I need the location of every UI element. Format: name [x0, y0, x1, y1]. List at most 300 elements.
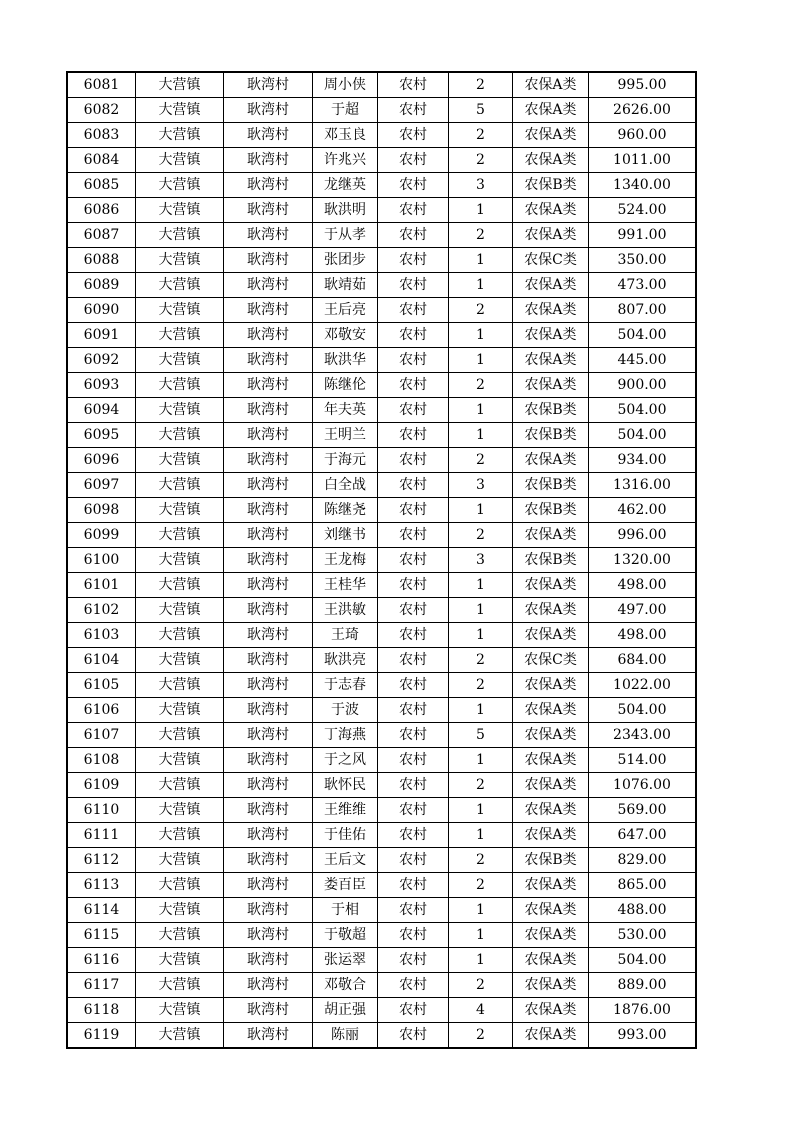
cell-village: 耿湾村 — [224, 323, 313, 348]
cell-amount: 996.00 — [589, 523, 697, 548]
cell-serial-number: 6081 — [67, 72, 136, 98]
cell-insurance-category: 农保A类 — [513, 623, 589, 648]
cell-town: 大营镇 — [136, 273, 224, 298]
cell-village: 耿湾村 — [224, 773, 313, 798]
cell-village: 耿湾村 — [224, 523, 313, 548]
cell-serial-number: 6116 — [67, 948, 136, 973]
table-row — [67, 323, 696, 348]
cell-village: 耿湾村 — [224, 398, 313, 423]
cell-serial-number: 6109 — [67, 773, 136, 798]
cell-person-name: 耿洪明 — [313, 198, 378, 223]
cell-village: 耿湾村 — [224, 948, 313, 973]
table-row — [67, 923, 696, 948]
table-row — [67, 448, 696, 473]
cell-person-name: 王龙梅 — [313, 548, 378, 573]
cell-town: 大营镇 — [136, 973, 224, 998]
cell-serial-number: 6111 — [67, 823, 136, 848]
cell-residence-type: 农村 — [378, 473, 449, 498]
table-row — [67, 848, 696, 873]
cell-amount: 488.00 — [589, 898, 697, 923]
cell-amount: 900.00 — [589, 373, 697, 398]
cell-town: 大营镇 — [136, 573, 224, 598]
cell-person-name: 龙继英 — [313, 173, 378, 198]
cell-serial-number: 6086 — [67, 198, 136, 223]
cell-village: 耿湾村 — [224, 198, 313, 223]
cell-village: 耿湾村 — [224, 498, 313, 523]
cell-residence-type: 农村 — [378, 598, 449, 623]
cell-insurance-category: 农保A类 — [513, 998, 589, 1023]
cell-village: 耿湾村 — [224, 173, 313, 198]
cell-insurance-category: 农保B类 — [513, 398, 589, 423]
cell-person-name: 于敬超 — [313, 923, 378, 948]
cell-town: 大营镇 — [136, 848, 224, 873]
cell-insurance-category: 农保A类 — [513, 72, 589, 98]
cell-person-count: 3 — [449, 473, 513, 498]
cell-town: 大营镇 — [136, 523, 224, 548]
cell-village: 耿湾村 — [224, 898, 313, 923]
cell-insurance-category: 农保A类 — [513, 598, 589, 623]
cell-person-name: 年夫英 — [313, 398, 378, 423]
table-row — [67, 248, 696, 273]
cell-person-count: 1 — [449, 398, 513, 423]
cell-insurance-category: 农保A类 — [513, 323, 589, 348]
cell-person-count: 1 — [449, 623, 513, 648]
cell-person-count: 2 — [449, 523, 513, 548]
cell-serial-number: 6119 — [67, 1023, 136, 1049]
cell-town: 大营镇 — [136, 173, 224, 198]
cell-person-name: 王明兰 — [313, 423, 378, 448]
cell-village: 耿湾村 — [224, 798, 313, 823]
cell-person-name: 许兆兴 — [313, 148, 378, 173]
table-row — [67, 623, 696, 648]
cell-person-name: 耿靖茹 — [313, 273, 378, 298]
cell-town: 大营镇 — [136, 823, 224, 848]
cell-residence-type: 农村 — [378, 773, 449, 798]
cell-residence-type: 农村 — [378, 923, 449, 948]
cell-residence-type: 农村 — [378, 1023, 449, 1049]
cell-town: 大营镇 — [136, 873, 224, 898]
cell-residence-type: 农村 — [378, 448, 449, 473]
cell-residence-type: 农村 — [378, 673, 449, 698]
cell-town: 大营镇 — [136, 698, 224, 723]
cell-town: 大营镇 — [136, 223, 224, 248]
cell-person-name: 王桂华 — [313, 573, 378, 598]
cell-amount: 2343.00 — [589, 723, 697, 748]
cell-serial-number: 6099 — [67, 523, 136, 548]
table-row — [67, 873, 696, 898]
cell-person-count: 2 — [449, 873, 513, 898]
cell-amount: 530.00 — [589, 923, 697, 948]
cell-person-count: 3 — [449, 173, 513, 198]
cell-serial-number: 6093 — [67, 373, 136, 398]
cell-person-count: 1 — [449, 823, 513, 848]
cell-person-name: 王维维 — [313, 798, 378, 823]
cell-village: 耿湾村 — [224, 823, 313, 848]
table-row — [67, 373, 696, 398]
cell-amount: 462.00 — [589, 498, 697, 523]
cell-serial-number: 6113 — [67, 873, 136, 898]
cell-village: 耿湾村 — [224, 923, 313, 948]
cell-amount: 995.00 — [589, 72, 697, 98]
cell-serial-number: 6112 — [67, 848, 136, 873]
table-row — [67, 773, 696, 798]
cell-residence-type: 农村 — [378, 72, 449, 98]
cell-amount: 524.00 — [589, 198, 697, 223]
cell-town: 大营镇 — [136, 498, 224, 523]
cell-person-name: 王后文 — [313, 848, 378, 873]
cell-insurance-category: 农保A类 — [513, 298, 589, 323]
cell-person-name: 于相 — [313, 898, 378, 923]
cell-serial-number: 6100 — [67, 548, 136, 573]
cell-person-count: 1 — [449, 348, 513, 373]
table-row — [67, 98, 696, 123]
cell-serial-number: 6107 — [67, 723, 136, 748]
cell-town: 大营镇 — [136, 298, 224, 323]
cell-insurance-category: 农保A类 — [513, 723, 589, 748]
cell-residence-type: 农村 — [378, 623, 449, 648]
table-row — [67, 498, 696, 523]
table-row — [67, 123, 696, 148]
cell-town: 大营镇 — [136, 898, 224, 923]
cell-village: 耿湾村 — [224, 698, 313, 723]
cell-person-count: 1 — [449, 423, 513, 448]
cell-residence-type: 农村 — [378, 223, 449, 248]
cell-village: 耿湾村 — [224, 548, 313, 573]
table-row — [67, 548, 696, 573]
cell-serial-number: 6083 — [67, 123, 136, 148]
cell-amount: 504.00 — [589, 423, 697, 448]
cell-town: 大营镇 — [136, 323, 224, 348]
cell-residence-type: 农村 — [378, 798, 449, 823]
table-row — [67, 223, 696, 248]
cell-serial-number: 6098 — [67, 498, 136, 523]
cell-insurance-category: 农保A类 — [513, 948, 589, 973]
table-row — [67, 398, 696, 423]
cell-town: 大营镇 — [136, 923, 224, 948]
cell-person-name: 陈丽 — [313, 1023, 378, 1049]
cell-person-name: 刘继书 — [313, 523, 378, 548]
cell-village: 耿湾村 — [224, 848, 313, 873]
cell-village: 耿湾村 — [224, 598, 313, 623]
cell-residence-type: 农村 — [378, 523, 449, 548]
cell-amount: 514.00 — [589, 748, 697, 773]
cell-person-count: 1 — [449, 273, 513, 298]
cell-serial-number: 6104 — [67, 648, 136, 673]
cell-person-count: 2 — [449, 773, 513, 798]
cell-person-count: 1 — [449, 573, 513, 598]
cell-amount: 1022.00 — [589, 673, 697, 698]
cell-person-count: 1 — [449, 923, 513, 948]
cell-person-name: 王洪敏 — [313, 598, 378, 623]
cell-residence-type: 农村 — [378, 573, 449, 598]
cell-serial-number: 6084 — [67, 148, 136, 173]
cell-insurance-category: 农保A类 — [513, 198, 589, 223]
cell-town: 大营镇 — [136, 473, 224, 498]
cell-town: 大营镇 — [136, 448, 224, 473]
table-row — [67, 598, 696, 623]
cell-amount: 2626.00 — [589, 98, 697, 123]
cell-town: 大营镇 — [136, 998, 224, 1023]
cell-amount: 934.00 — [589, 448, 697, 473]
cell-person-name: 王琦 — [313, 623, 378, 648]
cell-village: 耿湾村 — [224, 973, 313, 998]
cell-insurance-category: 农保A类 — [513, 773, 589, 798]
cell-amount: 1316.00 — [589, 473, 697, 498]
cell-serial-number: 6103 — [67, 623, 136, 648]
cell-person-name: 于超 — [313, 98, 378, 123]
cell-person-count: 5 — [449, 723, 513, 748]
cell-town: 大营镇 — [136, 723, 224, 748]
cell-insurance-category: 农保C类 — [513, 248, 589, 273]
cell-person-count: 1 — [449, 248, 513, 273]
cell-village: 耿湾村 — [224, 673, 313, 698]
table-row — [67, 573, 696, 598]
cell-residence-type: 农村 — [378, 873, 449, 898]
cell-town: 大营镇 — [136, 748, 224, 773]
table-row — [67, 673, 696, 698]
cell-person-count: 2 — [449, 298, 513, 323]
cell-residence-type: 农村 — [378, 398, 449, 423]
cell-town: 大营镇 — [136, 123, 224, 148]
cell-town: 大营镇 — [136, 198, 224, 223]
cell-town: 大营镇 — [136, 598, 224, 623]
cell-insurance-category: 农保B类 — [513, 173, 589, 198]
table-row — [67, 973, 696, 998]
cell-serial-number: 6110 — [67, 798, 136, 823]
cell-person-name: 邓敬安 — [313, 323, 378, 348]
cell-residence-type: 农村 — [378, 648, 449, 673]
cell-amount: 807.00 — [589, 298, 697, 323]
cell-insurance-category: 农保A类 — [513, 448, 589, 473]
cell-residence-type: 农村 — [378, 298, 449, 323]
cell-person-name: 于之风 — [313, 748, 378, 773]
cell-insurance-category: 农保A类 — [513, 573, 589, 598]
cell-serial-number: 6091 — [67, 323, 136, 348]
cell-amount: 498.00 — [589, 623, 697, 648]
cell-serial-number: 6106 — [67, 698, 136, 723]
cell-person-name: 王后亮 — [313, 298, 378, 323]
table-body — [67, 72, 696, 1048]
cell-person-name: 丁海燕 — [313, 723, 378, 748]
table-row — [67, 998, 696, 1023]
cell-town: 大营镇 — [136, 348, 224, 373]
cell-person-count: 1 — [449, 598, 513, 623]
cell-insurance-category: 农保A类 — [513, 973, 589, 998]
cell-person-count: 2 — [449, 373, 513, 398]
cell-residence-type: 农村 — [378, 898, 449, 923]
cell-amount: 1320.00 — [589, 548, 697, 573]
cell-person-name: 于佳佑 — [313, 823, 378, 848]
cell-person-count: 2 — [449, 673, 513, 698]
cell-village: 耿湾村 — [224, 98, 313, 123]
cell-person-count: 2 — [449, 648, 513, 673]
cell-serial-number: 6095 — [67, 423, 136, 448]
cell-serial-number: 6118 — [67, 998, 136, 1023]
cell-amount: 1876.00 — [589, 998, 697, 1023]
cell-person-count: 2 — [449, 848, 513, 873]
cell-residence-type: 农村 — [378, 173, 449, 198]
cell-person-count: 1 — [449, 948, 513, 973]
cell-village: 耿湾村 — [224, 623, 313, 648]
cell-insurance-category: 农保A类 — [513, 123, 589, 148]
cell-serial-number: 6115 — [67, 923, 136, 948]
cell-serial-number: 6097 — [67, 473, 136, 498]
cell-insurance-category: 农保B类 — [513, 473, 589, 498]
cell-amount: 1076.00 — [589, 773, 697, 798]
cell-serial-number: 6094 — [67, 398, 136, 423]
cell-person-name: 陈继伦 — [313, 373, 378, 398]
cell-town: 大营镇 — [136, 423, 224, 448]
cell-residence-type: 农村 — [378, 948, 449, 973]
cell-serial-number: 6096 — [67, 448, 136, 473]
cell-person-name: 周小侠 — [313, 72, 378, 98]
cell-person-count: 2 — [449, 148, 513, 173]
cell-village: 耿湾村 — [224, 148, 313, 173]
cell-village: 耿湾村 — [224, 72, 313, 98]
cell-residence-type: 农村 — [378, 548, 449, 573]
cell-village: 耿湾村 — [224, 248, 313, 273]
cell-person-count: 5 — [449, 98, 513, 123]
cell-village: 耿湾村 — [224, 748, 313, 773]
cell-serial-number: 6101 — [67, 573, 136, 598]
cell-serial-number: 6085 — [67, 173, 136, 198]
cell-insurance-category: 农保C类 — [513, 648, 589, 673]
cell-insurance-category: 农保A类 — [513, 273, 589, 298]
cell-insurance-category: 农保A类 — [513, 348, 589, 373]
cell-amount: 569.00 — [589, 798, 697, 823]
cell-residence-type: 农村 — [378, 998, 449, 1023]
table-row — [67, 798, 696, 823]
cell-amount: 504.00 — [589, 698, 697, 723]
cell-residence-type: 农村 — [378, 348, 449, 373]
cell-town: 大营镇 — [136, 798, 224, 823]
cell-residence-type: 农村 — [378, 498, 449, 523]
cell-village: 耿湾村 — [224, 423, 313, 448]
cell-village: 耿湾村 — [224, 1023, 313, 1049]
cell-amount: 1011.00 — [589, 148, 697, 173]
cell-amount: 684.00 — [589, 648, 697, 673]
table-row — [67, 1023, 696, 1049]
cell-amount: 993.00 — [589, 1023, 697, 1049]
cell-person-count: 1 — [449, 748, 513, 773]
insurance-roster-table — [66, 71, 697, 1049]
cell-amount: 889.00 — [589, 973, 697, 998]
cell-residence-type: 农村 — [378, 373, 449, 398]
cell-insurance-category: 农保A类 — [513, 698, 589, 723]
cell-insurance-category: 农保A类 — [513, 873, 589, 898]
cell-residence-type: 农村 — [378, 248, 449, 273]
cell-person-name: 耿怀民 — [313, 773, 378, 798]
table-row — [67, 898, 696, 923]
cell-amount: 829.00 — [589, 848, 697, 873]
cell-town: 大营镇 — [136, 373, 224, 398]
cell-residence-type: 农村 — [378, 973, 449, 998]
cell-residence-type: 农村 — [378, 423, 449, 448]
cell-amount: 498.00 — [589, 573, 697, 598]
table-row — [67, 523, 696, 548]
cell-village: 耿湾村 — [224, 448, 313, 473]
cell-insurance-category: 农保A类 — [513, 523, 589, 548]
table-row — [67, 723, 696, 748]
cell-residence-type: 农村 — [378, 273, 449, 298]
cell-insurance-category: 农保A类 — [513, 373, 589, 398]
cell-person-name: 于海元 — [313, 448, 378, 473]
cell-residence-type: 农村 — [378, 198, 449, 223]
cell-person-count: 2 — [449, 72, 513, 98]
cell-town: 大营镇 — [136, 948, 224, 973]
cell-insurance-category: 农保B类 — [513, 498, 589, 523]
cell-serial-number: 6088 — [67, 248, 136, 273]
cell-village: 耿湾村 — [224, 473, 313, 498]
cell-town: 大营镇 — [136, 548, 224, 573]
cell-person-count: 2 — [449, 973, 513, 998]
cell-person-count: 2 — [449, 1023, 513, 1049]
cell-amount: 1340.00 — [589, 173, 697, 198]
cell-serial-number: 6117 — [67, 973, 136, 998]
cell-amount: 991.00 — [589, 223, 697, 248]
cell-town: 大营镇 — [136, 72, 224, 98]
cell-town: 大营镇 — [136, 248, 224, 273]
cell-village: 耿湾村 — [224, 223, 313, 248]
table-row — [67, 148, 696, 173]
table-row — [67, 648, 696, 673]
cell-person-name: 娄百臣 — [313, 873, 378, 898]
table-row — [67, 698, 696, 723]
cell-village: 耿湾村 — [224, 348, 313, 373]
cell-person-name: 于从孝 — [313, 223, 378, 248]
cell-town: 大营镇 — [136, 98, 224, 123]
cell-amount: 497.00 — [589, 598, 697, 623]
cell-insurance-category: 农保A类 — [513, 748, 589, 773]
cell-insurance-category: 农保A类 — [513, 823, 589, 848]
cell-person-count: 3 — [449, 548, 513, 573]
cell-residence-type: 农村 — [378, 848, 449, 873]
cell-residence-type: 农村 — [378, 748, 449, 773]
cell-amount: 504.00 — [589, 948, 697, 973]
table-row — [67, 72, 696, 98]
cell-insurance-category: 农保B类 — [513, 848, 589, 873]
cell-insurance-category: 农保A类 — [513, 673, 589, 698]
cell-person-count: 1 — [449, 323, 513, 348]
cell-insurance-category: 农保A类 — [513, 1023, 589, 1049]
table-row — [67, 198, 696, 223]
cell-amount: 647.00 — [589, 823, 697, 848]
cell-town: 大营镇 — [136, 148, 224, 173]
cell-person-count: 2 — [449, 223, 513, 248]
cell-village: 耿湾村 — [224, 573, 313, 598]
cell-person-name: 张运翠 — [313, 948, 378, 973]
cell-residence-type: 农村 — [378, 698, 449, 723]
cell-person-name: 邓玉良 — [313, 123, 378, 148]
cell-insurance-category: 农保B类 — [513, 423, 589, 448]
table-row — [67, 748, 696, 773]
cell-person-name: 张团步 — [313, 248, 378, 273]
cell-insurance-category: 农保A类 — [513, 98, 589, 123]
table-row — [67, 823, 696, 848]
cell-village: 耿湾村 — [224, 298, 313, 323]
cell-person-name: 邓敬合 — [313, 973, 378, 998]
cell-person-count: 2 — [449, 448, 513, 473]
cell-person-count: 2 — [449, 123, 513, 148]
cell-amount: 504.00 — [589, 398, 697, 423]
cell-person-count: 1 — [449, 698, 513, 723]
cell-amount: 350.00 — [589, 248, 697, 273]
cell-insurance-category: 农保A类 — [513, 223, 589, 248]
cell-person-count: 1 — [449, 498, 513, 523]
cell-serial-number: 6082 — [67, 98, 136, 123]
table-row — [67, 173, 696, 198]
cell-insurance-category: 农保A类 — [513, 898, 589, 923]
